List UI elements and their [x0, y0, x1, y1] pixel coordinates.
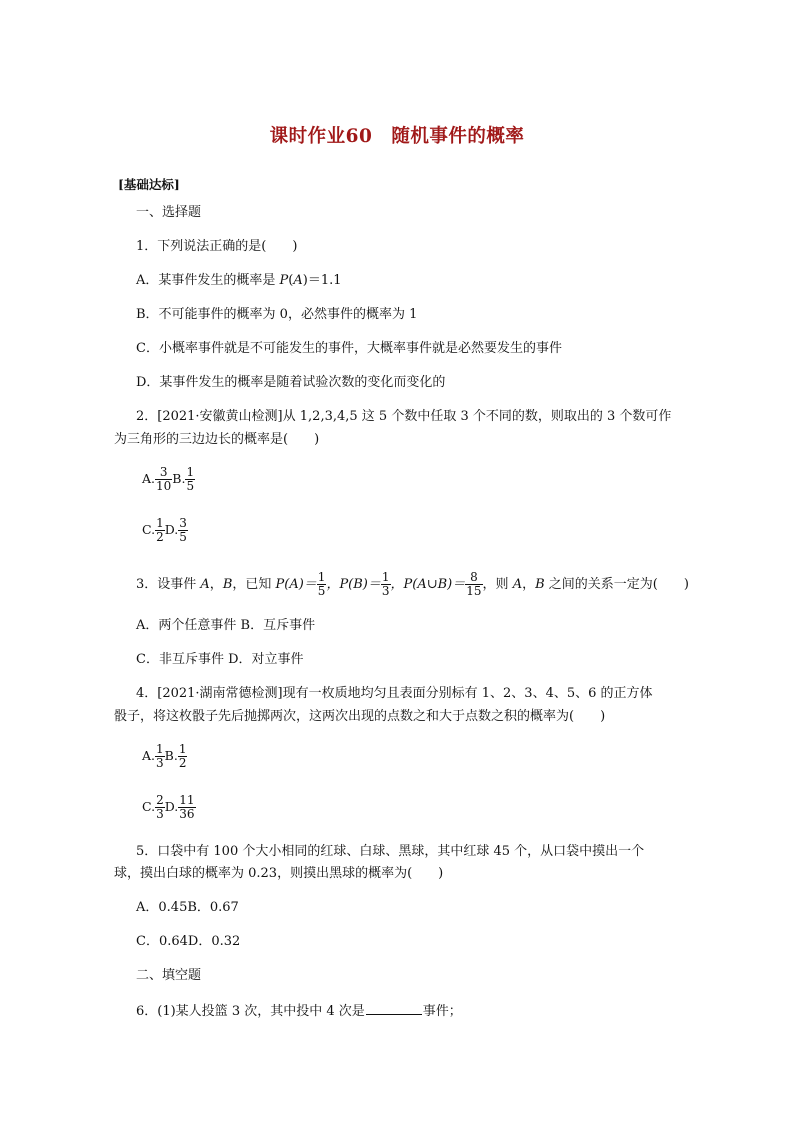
q2-options-cd: [142, 517, 188, 544]
q4-stem-line2: 骰子，将这枚骰子先后抛掷两次，这两次出现的点数之和大于点数之积的概率为( ): [114, 709, 606, 724]
q2-option-d-fraction: $\frac{3}{5}$: [179, 516, 187, 544]
answer-blank[interactable]: [366, 1002, 422, 1015]
q4-option-d-fraction: $\frac{11}{36}$: [179, 793, 195, 821]
q2-option-d-label: D.: [164, 522, 179, 537]
section-heading: [基础达标]: [118, 177, 180, 192]
q4-option-a-label: A.: [142, 748, 156, 763]
q1-option-c: C．小概率事件就是不可能发生的事件，大概率事件就是必然要发生的事件: [136, 341, 562, 356]
q4-stem-line1: 4．[2021·湖南常德检测]现有一枚质地均匀且表面分别标有 1、2、3、4、5、6 的正方体: [136, 686, 653, 701]
q1-stem: 1．下列说法正确的是( ): [136, 239, 298, 254]
q3-fraction-paub: $\frac{8}{15}$: [466, 570, 482, 598]
q4-option-a-fraction: $\frac{1}{3}$: [156, 742, 164, 770]
q2-option-a-label: A.: [142, 471, 156, 486]
part-heading-choice: 一、选择题: [136, 205, 202, 220]
q3-options-ab: A．两个任意事件 B．互斥事件: [136, 618, 316, 633]
q2-stem-line2: 为三角形的三边边长的概率是( ): [114, 432, 320, 447]
q2-options-ab: [142, 466, 195, 493]
q4-option-c-fraction: $\frac{2}{3}$: [156, 793, 164, 821]
q2-option-b-fraction: $\frac{1}{5}$: [186, 465, 195, 493]
q1-option-a-event: A: [293, 273, 303, 288]
q4-option-b-fraction: $\frac{1}{2}$: [178, 742, 187, 770]
q2-option-c-fraction: $\frac{1}{2}$: [156, 516, 164, 544]
q4-option-b-label: B.: [164, 748, 178, 763]
q2-option-b-label: B.: [172, 471, 186, 486]
q1-option-a-value: )＝1.1: [302, 273, 342, 288]
q3-fraction-pb: $\frac{1}{3}$: [381, 570, 390, 598]
q6-text: 6．(1)某人投篮 3 次，其中投中 4 次是: [136, 1004, 365, 1019]
q6-stem: [136, 1002, 462, 1021]
q4-option-d-label: D.: [164, 799, 179, 814]
q3-fraction-pa: $\frac{1}{5}$: [317, 570, 326, 598]
q5-stem-line2: 球，摸出白球的概率为 0.23，则摸出黑球的概率为( ): [114, 866, 444, 881]
q6-text-end: 事件；: [422, 1004, 462, 1019]
q4-options-cd: [142, 794, 196, 821]
q5-options-ab: A．0.45B．0.67: [136, 900, 239, 915]
q4-option-c-label: C.: [142, 799, 156, 814]
q5-options-cd: C．0.64D．0.32: [136, 934, 241, 949]
page-title: 课时作业60 随机事件的概率: [269, 126, 525, 147]
q5-stem-line1: 5．口袋中有 100 个大小相同的红球、白球、黑球，其中红球 45 个，从口袋中摸出一个: [136, 844, 645, 859]
q4-options-ab: [142, 743, 187, 770]
part-heading-fill: 二、填空题: [136, 968, 202, 983]
q1-option-d: D．某事件发生的概率是随着试验次数的变化而变化的: [136, 375, 446, 390]
q1-option-a-text: A．某事件发生的概率是: [136, 273, 280, 288]
q3-options-cd: C．非互斥事件 D．对立事件: [136, 652, 304, 667]
q3-stem: 3．设事件 A，B，已知 P(A)＝ $\frac{1}{5}$ ，P(B)＝ $\frac{1}{3}$ ，P(A∪B)＝ $\frac{8}{15}$ ，则 A，B 之间的关系一定为( ): [136, 570, 689, 598]
q1-option-a-p: P: [279, 273, 289, 288]
q2-option-a-fraction: $\frac{3}{10}$: [156, 465, 172, 493]
q2-option-c-label: C.: [142, 522, 156, 537]
q1-option-a: A．某事件发生的概率是 P(A)＝1.1: [136, 273, 342, 288]
q1-option-b: B．不可能事件的概率为 0，必然事件的概率为 1: [136, 307, 418, 322]
q2-stem-line1: 2．[2021·安徽黄山检测]从 1,2,3,4,5 这 5 个数中任取 3 个不同的数，则取出的 3 个数可作: [136, 409, 672, 424]
